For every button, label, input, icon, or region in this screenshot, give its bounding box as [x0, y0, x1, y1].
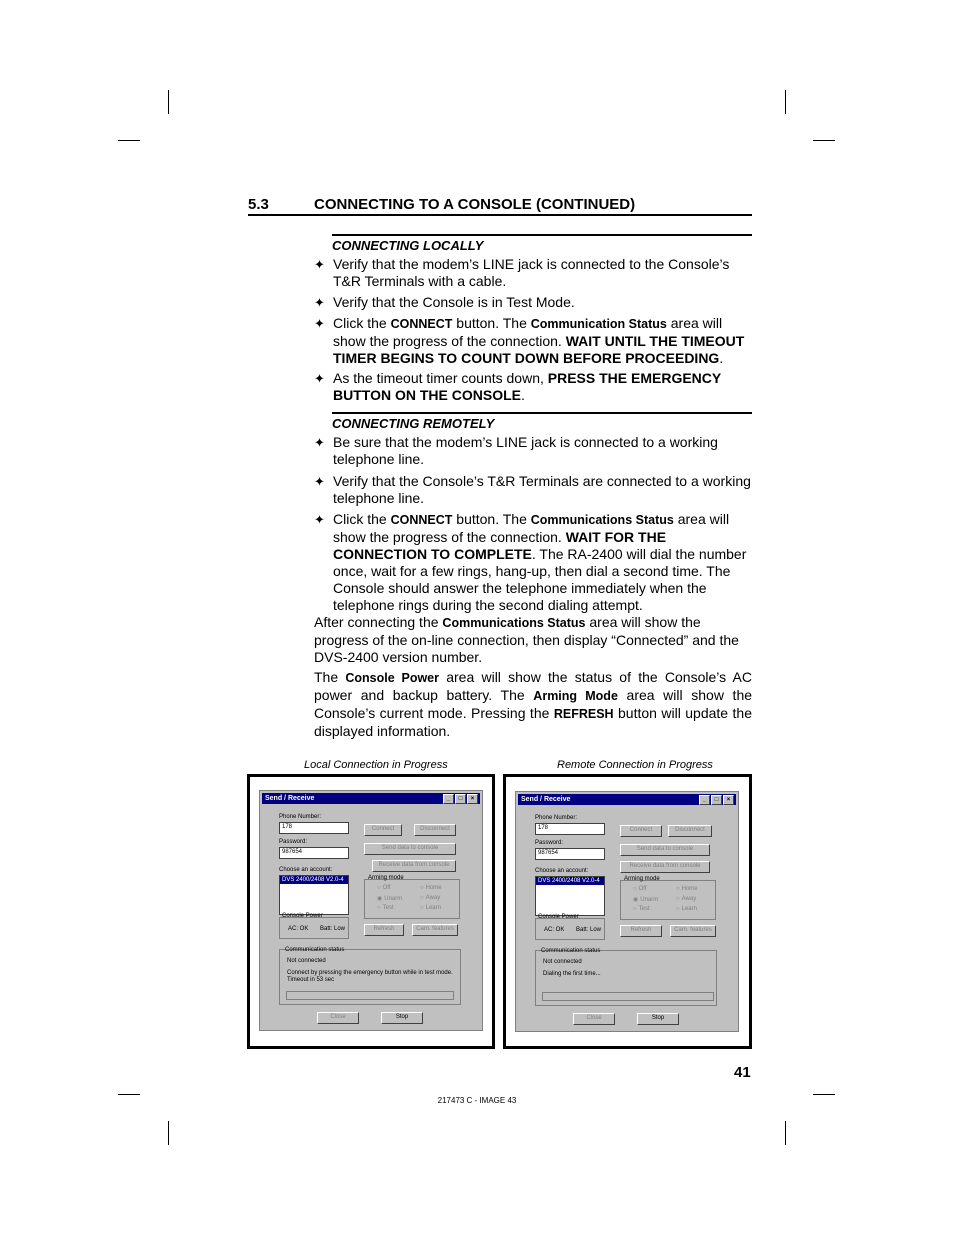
- bullet-icon: ✦: [314, 316, 325, 331]
- bullet-icon: ✦: [314, 474, 325, 489]
- crop-mark: [168, 1121, 169, 1145]
- paragraph: The Console Power area will show the status of the Console’s AC power and backup battery. The Arming Mode area will show the Console’s current mode. Pressing the REFRESH button will update the displayed information.: [314, 669, 753, 739]
- refresh-button[interactable]: Refresh: [364, 924, 404, 936]
- minimize-icon[interactable]: _: [443, 794, 454, 804]
- battery-status: Batt: Low: [320, 926, 346, 932]
- account-item[interactable]: DVS 2400/2408 V2.0-4: [280, 876, 348, 884]
- console-power-label: Console Power: [282, 913, 323, 919]
- stop-button[interactable]: Stop: [637, 1013, 679, 1025]
- features-button[interactable]: Cam. features: [412, 924, 458, 936]
- progress-bar: [286, 991, 454, 1000]
- radio-unarm[interactable]: ◉ Unarm: [377, 895, 402, 902]
- account-label: Choose an account:: [535, 868, 589, 874]
- radio-off[interactable]: ○ Off: [377, 885, 391, 891]
- radio-away[interactable]: ○ Away: [420, 895, 440, 901]
- phone-label: Phone Number:: [535, 815, 578, 821]
- bullet-text: As the timeout timer counts down, PRESS THE EMERGENCY BUTTON ON THE CONSOLE.: [333, 370, 721, 403]
- dialog-title: Send / Receive: [265, 795, 315, 802]
- radio-learn[interactable]: ○ Learn: [420, 905, 441, 911]
- receive-data-button[interactable]: Receive data from console: [372, 860, 456, 872]
- crop-mark: [813, 1094, 835, 1095]
- refresh-button[interactable]: Refresh: [620, 925, 662, 937]
- close-button[interactable]: Close: [317, 1012, 359, 1024]
- password-label: Password:: [535, 840, 564, 846]
- dialog-title: Send / Receive: [521, 796, 571, 803]
- password-label: Password:: [279, 839, 308, 845]
- connect-button[interactable]: Connect: [620, 825, 662, 837]
- subheading-local: CONNECTING LOCALLY: [332, 234, 752, 253]
- crop-mark: [118, 1094, 140, 1095]
- ac-status: AC: OK: [544, 927, 565, 933]
- ac-status: AC: OK: [288, 926, 309, 932]
- bullet-icon: ✦: [314, 435, 325, 450]
- connect-button[interactable]: Connect: [364, 824, 402, 836]
- arming-mode-label: Arming mode: [624, 876, 660, 882]
- bullet-text: Be sure that the modem’s LINE jack is connected to a working telephone line.: [333, 434, 718, 467]
- status-line: Not connected: [543, 959, 582, 965]
- bullet-icon: ✦: [314, 295, 325, 310]
- status-label: Communication status: [285, 947, 345, 953]
- battery-status: Batt: Low: [576, 927, 602, 933]
- radio-away[interactable]: ○ Away: [676, 896, 696, 902]
- bullet-text: Click the CONNECT button. The Communication Status area will show the progress of the connection. WAIT UNTIL THE TIMEOUT TIMER BEGINS TO COUNT DOWN BEFORE PROCEEDING.: [333, 315, 745, 366]
- radio-learn[interactable]: ○ Learn: [676, 906, 697, 912]
- phone-field[interactable]: 178: [535, 823, 605, 835]
- stop-button[interactable]: Stop: [381, 1012, 423, 1024]
- maximize-icon[interactable]: □: [455, 794, 466, 804]
- section-heading: [248, 195, 752, 216]
- bullet-icon: ✦: [314, 371, 325, 386]
- progress-bar: [542, 992, 714, 1001]
- dialog-window: [259, 790, 483, 1031]
- dialog-window: [515, 791, 739, 1032]
- figure-caption: Remote Connection in Progress: [557, 759, 713, 771]
- phone-field[interactable]: 178: [279, 822, 349, 834]
- radio-unarm[interactable]: ◉ Unarm: [633, 896, 658, 903]
- password-field[interactable]: 987654: [279, 847, 349, 859]
- radio-home[interactable]: ○ Home: [420, 885, 442, 891]
- crop-mark: [785, 90, 786, 114]
- radio-home[interactable]: ○ Home: [676, 886, 698, 892]
- bullet-text: Verify that the Console’s T&R Terminals are connected to a working telephone line.: [333, 473, 751, 506]
- close-icon[interactable]: ×: [723, 795, 734, 805]
- send-data-button[interactable]: Send data to console: [364, 843, 456, 855]
- account-list[interactable]: [279, 875, 349, 915]
- screenshot-frame: [503, 774, 752, 1049]
- status-line: Connect by pressing the emergency button while in test mode.: [287, 970, 453, 976]
- section-title: CONNECTING TO A CONSOLE (CONTINUED): [314, 196, 636, 213]
- bullet-text: Verify that the modem’s LINE jack is connected to the Console’s T&R Terminals with a cable.: [333, 256, 730, 289]
- receive-data-button[interactable]: Receive data from console: [620, 861, 710, 873]
- phone-label: Phone Number:: [279, 814, 322, 820]
- minimize-icon[interactable]: _: [699, 795, 710, 805]
- screenshot-frame: [247, 774, 495, 1049]
- bullet-icon: ✦: [314, 257, 325, 272]
- console-power-label: Console Power: [538, 914, 579, 920]
- close-button[interactable]: Close: [573, 1013, 615, 1025]
- crop-mark: [785, 1121, 786, 1145]
- account-label: Choose an account:: [279, 867, 333, 873]
- section-number: 5.3: [248, 196, 269, 213]
- subheading-remote: CONNECTING REMOTELY: [332, 412, 752, 431]
- radio-off[interactable]: ○ Off: [633, 886, 647, 892]
- dialog-titlebar: [262, 793, 480, 804]
- status-line: Not connected: [287, 958, 326, 964]
- maximize-icon[interactable]: □: [711, 795, 722, 805]
- arming-mode-label: Arming mode: [368, 875, 404, 881]
- crop-mark: [168, 90, 169, 114]
- bullet-text: Click the CONNECT button. The Communications Status area will show the progress of the connection. WAIT FOR THE CONNECTION TO COMPLETE. The RA-2400 will dial the number once, wait for a few rings, hang-up, then dial a second time. The Console should answer the telephone immediately when the telephone rings during the second dialing attempt.: [333, 511, 747, 613]
- bullet-text: Verify that the Console is in Test Mode.: [333, 294, 575, 310]
- bullet-icon: ✦: [314, 512, 325, 527]
- status-line: Timeout in 53 sec: [287, 977, 335, 983]
- crop-mark: [118, 140, 140, 141]
- status-label: Communication status: [541, 948, 601, 954]
- disconnect-button[interactable]: Disconnect: [414, 824, 456, 836]
- radio-test[interactable]: ○ Test: [377, 905, 394, 911]
- send-data-button[interactable]: Send data to console: [620, 844, 710, 856]
- disconnect-button[interactable]: Disconnect: [668, 825, 712, 837]
- image-id: 217473 C - IMAGE 43: [437, 1096, 517, 1105]
- dialog-titlebar: [518, 794, 736, 805]
- status-line: Dialing the first time...: [543, 971, 601, 977]
- page-number: 41: [734, 1064, 751, 1081]
- features-button[interactable]: Cam. features: [670, 925, 716, 937]
- crop-mark: [813, 140, 835, 141]
- radio-test[interactable]: ○ Test: [633, 906, 650, 912]
- password-field[interactable]: 987654: [535, 848, 605, 860]
- close-icon[interactable]: ×: [467, 794, 478, 804]
- paragraph: After connecting the Communications Status area will show the progress of the on-line connection, then display “Connected” and the DVS-2400 version number.: [314, 614, 739, 665]
- figure-caption: Local Connection in Progress: [304, 759, 448, 771]
- account-list[interactable]: [535, 876, 605, 916]
- account-item[interactable]: DVS 2400/2408 V2.0-4: [536, 877, 604, 885]
